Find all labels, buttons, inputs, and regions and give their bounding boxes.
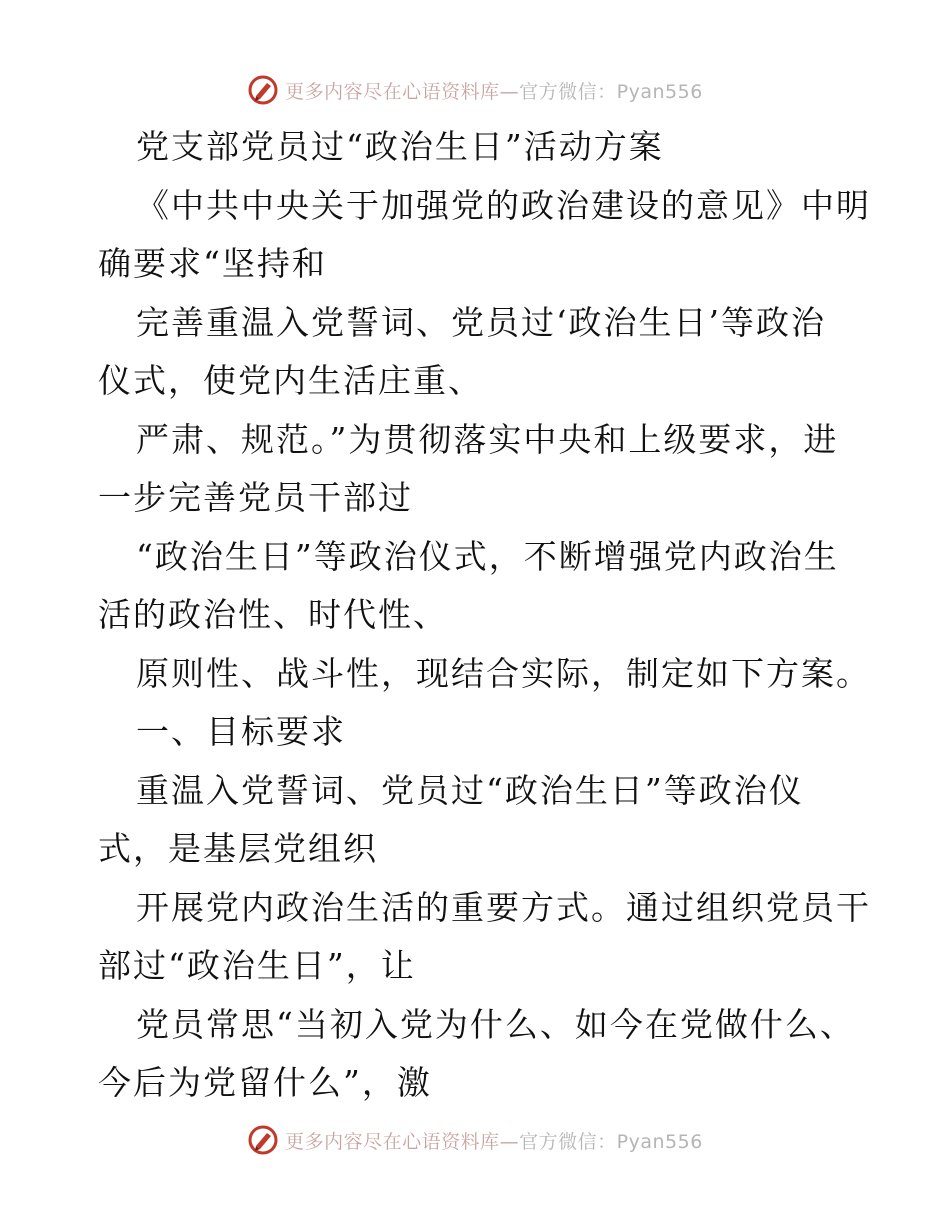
header-watermark xyxy=(0,70,950,110)
section-heading: 一、目标要求 xyxy=(136,712,346,751)
paragraph-line: 严肃、规范。”为贯彻落实中央和上级要求，进 xyxy=(136,419,839,459)
red-pen-logo-icon xyxy=(247,1124,279,1156)
paragraph-line: 《中共中央关于加强党的政治建设的意见》中明 xyxy=(136,185,871,225)
red-pen-logo-icon xyxy=(247,74,279,106)
footer-watermark xyxy=(0,1120,950,1160)
paragraph-line: 仪式，使党内生活庄重、 xyxy=(98,361,483,400)
paragraph-line: 原则性、战斗性，现结合实际，制定如下方案。 xyxy=(136,653,871,693)
watermark-text: 更多内容尽在心语资料库—官方微信：Pyan556 xyxy=(285,80,703,103)
paragraph-line: 完善重温入党誓词、党员过‘政治生日’等政治 xyxy=(136,302,826,342)
paragraph-line: 重温入党誓词、党员过“政治生日”等政治仪 xyxy=(136,770,804,810)
paragraph-line: 活的政治性、时代性、 xyxy=(98,595,448,634)
paragraph-line: 部过“政治生日”，让 xyxy=(98,946,416,985)
paragraph-line: 一步完善党员干部过 xyxy=(98,478,413,517)
paragraph-line: 开展党内政治生活的重要方式。通过组织党员干 xyxy=(136,887,871,927)
paragraph-line: 确要求“坚持和 xyxy=(98,244,327,283)
doc-title: 党支部党员过“政治生日”活动方案 xyxy=(136,127,664,166)
paragraph-line: 今后为党留什么”，激 xyxy=(98,1063,432,1102)
watermark-text: 更多内容尽在心语资料库—官方微信：Pyan556 xyxy=(285,1130,703,1153)
paragraph-line: 式，是基层党组织 xyxy=(98,829,378,868)
paragraph-line: 党员常思“当初入党为什么、如今在党做什么、 xyxy=(136,1004,855,1044)
document-body xyxy=(98,118,871,1113)
paragraph-line: “政治生日”等政治仪式，不断增强党内政治生 xyxy=(136,536,839,576)
